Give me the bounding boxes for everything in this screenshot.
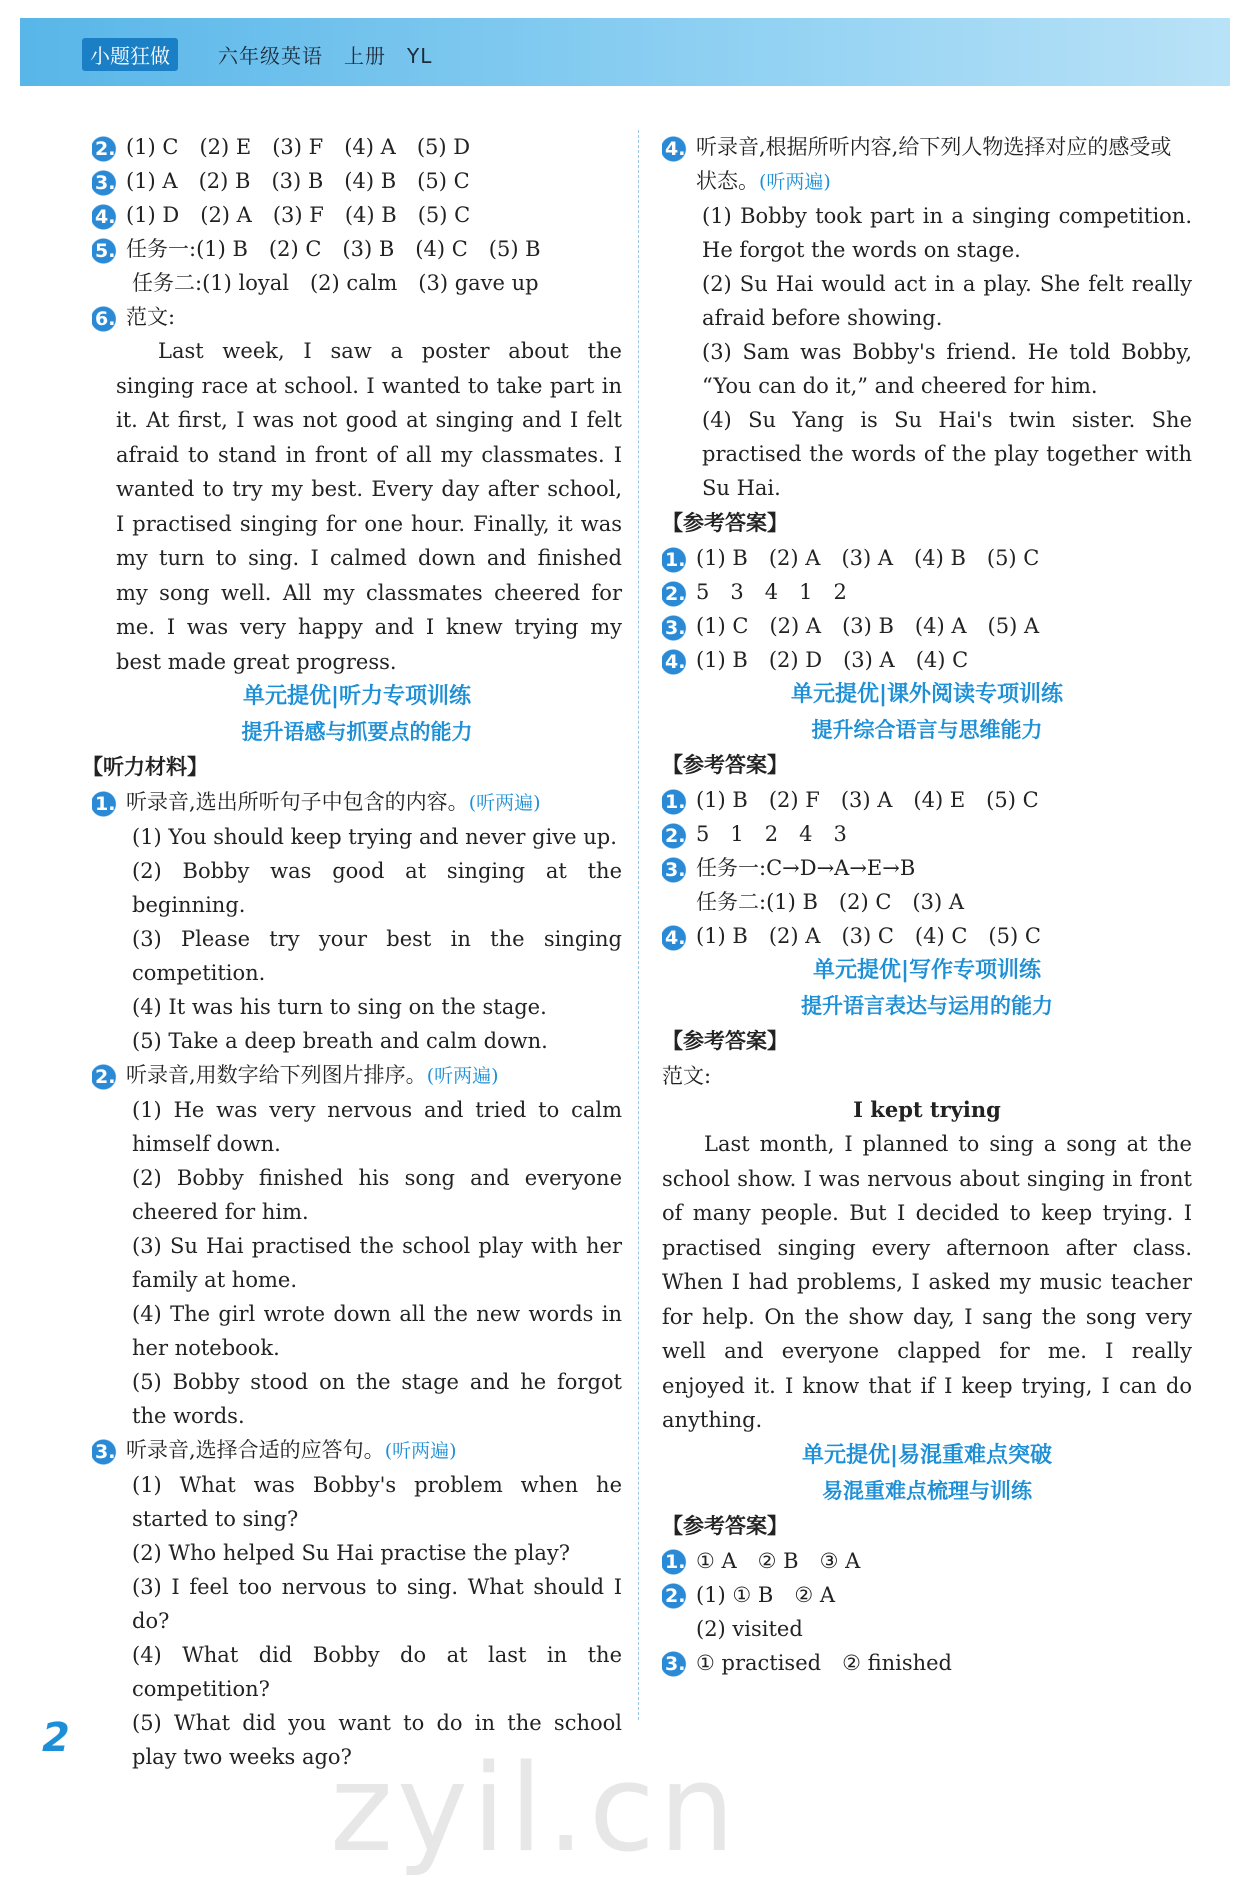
listening-item: (1) You should keep trying and never give up.	[132, 825, 617, 849]
question-number: 2.	[662, 823, 692, 849]
listening-item: (3) Sam was Bobby's friend. He told Bobby, “You can do it,” and cheered for him.	[702, 340, 1192, 398]
answer-row: 2. (1) ① B ② A	[662, 1578, 1192, 1612]
question-number: 5.	[92, 238, 122, 264]
page-number: 2	[42, 1715, 70, 1761]
question-number: 1.	[662, 547, 692, 573]
listening-item: (4) It was his turn to sing on the stage.	[132, 995, 547, 1019]
listening-item: (3) Su Hai practised the school play with her family at home.	[132, 1234, 622, 1292]
essay-text: Last week, I saw a poster about the singing race at school. I wanted to take part in it. At first, I was not good at singing and I felt afraid to stand in front of all my classmates. I wanted to try my best. Every day after school, I practised singing for one hour. Finally, it was my turn to sing. I calmed down and finished my song well. All my classmates cheered for me. I was very happy and I knew trying my best made great progress.	[116, 339, 622, 674]
answer-row: 3. (1) C (2) A (3) B (4) A (5) A	[662, 609, 1192, 643]
listening-item: (5) What did you want to do in the school play two weeks ago?	[132, 1711, 622, 1769]
answer-row: 2. 5 3 4 1 2	[662, 575, 1192, 609]
right-column	[662, 130, 1192, 1680]
listening-item: (4) The girl wrote down all the new words in her notebook.	[132, 1302, 622, 1360]
question-number: 2.	[662, 1583, 692, 1609]
question-row: 1. 听录音,选出所听句子中包含的内容。(听两遍)	[92, 785, 622, 820]
question-number: 4.	[92, 204, 122, 230]
section-title: 单元提优|易混重难点突破	[801, 1442, 1053, 1468]
answer-row: 1. (1) B (2) A (3) A (4) B (5) C	[662, 541, 1192, 575]
header-tag: 小题狂做	[82, 38, 178, 71]
question-number: 6.	[92, 306, 122, 332]
question-number: 3.	[662, 1651, 692, 1677]
listening-item: (2) Who helped Su Hai practise the play?	[132, 1541, 570, 1565]
header-title: 六年级英语 上册 YL	[218, 44, 433, 68]
question-number: 1.	[662, 1549, 692, 1575]
answer-row: 4. (1) D (2) A (3) F (4) B (5) C	[92, 198, 622, 232]
left-column	[82, 130, 622, 1774]
answer-row: 任务二:(1) loyal (2) calm (3) gave up	[132, 271, 539, 295]
question-number: 3.	[92, 1439, 122, 1465]
essay-text: Last month, I planned to sing a song at the school show. I was nervous about singing in front of many people. But I decided to keep trying. I practised singing every afternoon after class. When I had problems, I asked my music teacher for help. On the show day, I sang the song very well and everyone clapped for me. I really enjoyed it. I know that if I keep trying, I can do anything.	[662, 1132, 1192, 1432]
column-divider	[638, 130, 639, 1720]
question-number: 2.	[92, 1064, 122, 1090]
section-subtitle: 易混重难点梳理与训练	[822, 1478, 1032, 1503]
answer-row: (2) visited	[696, 1616, 803, 1641]
answer-row: 3. 任务一:C→D→A→E→B	[662, 851, 1192, 885]
section-subtitle: 提升语言表达与运用的能力	[801, 994, 1053, 1018]
answer-row: 3. (1) A (2) B (3) B (4) B (5) C	[92, 164, 622, 198]
question-number: 3.	[662, 857, 692, 883]
question-row: 4. 听录音,根据所听内容,给下列人物选择对应的感受或状态。(听两遍)	[662, 130, 1192, 199]
listening-item: (1) Bobby took part in a singing competition. He forgot the words on stage.	[702, 204, 1192, 262]
header-banner	[20, 18, 1230, 86]
question-number: 2.	[92, 136, 122, 162]
listening-item: (1) He was very nervous and tried to calm himself down.	[132, 1098, 622, 1156]
essay-title: I kept trying	[853, 1097, 1001, 1122]
question-row: 3. 听录音,选择合适的应答句。(听两遍)	[92, 1433, 622, 1468]
answer-row: 6. 范文:	[92, 300, 622, 334]
question-number: 1.	[662, 789, 692, 815]
listening-item: (2) Bobby was good at singing at the beginning.	[132, 859, 622, 917]
answer-row: 3. ① practised ② finished	[662, 1646, 1192, 1680]
question-number: 1.	[92, 791, 122, 817]
question-number: 4.	[662, 136, 692, 162]
answer-row: 2. (1) C (2) E (3) F (4) A (5) D	[92, 130, 622, 164]
question-number: 2.	[662, 581, 692, 607]
section-title: 单元提优|课外阅读专项训练	[790, 682, 1064, 707]
listening-item: (5) Take a deep breath and calm down.	[132, 1029, 548, 1053]
answer-label: 【参考答案】	[662, 1029, 788, 1053]
answer-label: 【参考答案】	[662, 511, 788, 535]
section-title: 单元提优|听力专项训练	[242, 684, 472, 709]
answer-row: 1. (1) B (2) F (3) A (4) E (5) C	[662, 783, 1192, 817]
listening-item: (3) Please try your best in the singing competition.	[132, 927, 622, 985]
question-row: 2. 听录音,用数字给下列图片排序。(听两遍)	[92, 1058, 622, 1093]
answer-row: 5. 任务一:(1) B (2) C (3) B (4) C (5) B	[92, 232, 622, 266]
question-number: 3.	[92, 170, 122, 196]
listening-item: (2) Su Hai would act in a play. She felt really afraid before showing.	[702, 272, 1192, 330]
answer-label: 【参考答案】	[662, 1513, 788, 1538]
essay-label: 范文:	[662, 1064, 712, 1088]
answer-label: 【参考答案】	[662, 753, 788, 777]
listening-item: (4) Su Yang is Su Hai's twin sister. She practised the words of the play together with Su Hai.	[702, 408, 1192, 500]
answer-row: 4. (1) B (2) A (3) C (4) C (5) C	[662, 919, 1192, 953]
watermark: zyil.cn	[330, 1740, 739, 1879]
question-number: 4.	[662, 649, 692, 675]
answer-row: 任务二:(1) B (2) C (3) A	[696, 890, 965, 914]
section-subtitle: 提升语感与抓要点的能力	[241, 720, 473, 744]
answer-row: 1. ① A ② B ③ A	[662, 1544, 1192, 1578]
listening-item: (3) I feel too nervous to sing. What should I do?	[132, 1575, 622, 1633]
listening-item: (1) What was Bobby's problem when he started to sing?	[132, 1473, 622, 1531]
listening-item: (4) What did Bobby do at last in the competition?	[132, 1643, 622, 1701]
answer-row: 4. (1) B (2) D (3) A (4) C	[662, 643, 1192, 677]
answer-row: 2. 5 1 2 4 3	[662, 817, 1192, 851]
listening-item: (5) Bobby stood on the stage and he forgot the words.	[132, 1370, 622, 1428]
question-number: 3.	[662, 615, 692, 641]
listening-item: (2) Bobby finished his song and everyone cheered for him.	[132, 1166, 622, 1224]
section-subtitle: 提升综合语言与思维能力	[811, 718, 1043, 742]
material-label: 【听力材料】	[82, 755, 208, 779]
section-title: 单元提优|写作专项训练	[812, 958, 1042, 983]
question-number: 4.	[662, 925, 692, 951]
